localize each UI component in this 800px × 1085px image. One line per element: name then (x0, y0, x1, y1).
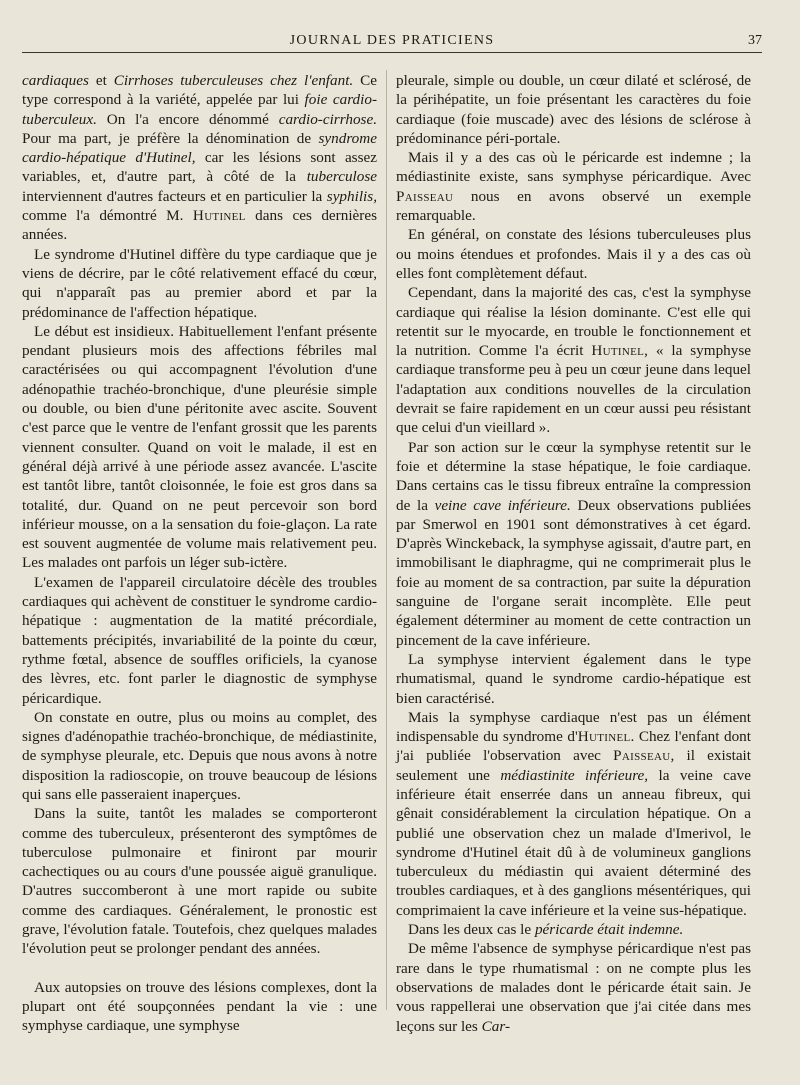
paragraph (396, 939, 751, 1035)
author-name: Paisseau (396, 187, 454, 205)
paragraph (396, 438, 751, 650)
text: Deux observations publiées par Smerwol en 1901 sont démonstratives à cet égard. D'après Winckeback, la symphyse agissait, d'autre part, en immobilisant le diaphragme, qui ne comprimerait plus le foie au moment de sa contraction, par suite la dépuration sanguine de l'organe serait incomplète. Elle peut également déterminer au moment de cette contraction un pincement de la cave inférieure. (396, 496, 752, 649)
text: Mais il y a des cas où le péricarde est indemne ; la médiastinite existe, sans symphyse péricardique. Avec (396, 149, 751, 186)
paragraph (396, 708, 751, 920)
italic-text: Cirrhoses tuberculeuses chez l'enfant. (113, 72, 354, 89)
text: De même l'absence de symphyse péricardique n'est pas rare dans le type rhumatismal : on ne compte plus les observations de malades dont le péricarde était sain. Je vous rappellerai une observation que j'ai citée dans mes leçons sur les (396, 940, 751, 1035)
text: Dans les deux cas le (408, 921, 535, 939)
paragraph: Aux autopsies on trouve des lésions complexes, dont la plupart ont été soupçonnées pendant la vie : une symphyse cardiaque, une symphyse (22, 978, 377, 1035)
text: , il existait seulement une (396, 747, 752, 784)
text: Pour ma part, je préfère la dénomination de (22, 129, 319, 147)
text: comme l'a démontré M. (22, 207, 193, 225)
italic-text: Car- (481, 1017, 511, 1035)
author-name: Hutinel (591, 342, 645, 360)
paragraph (22, 71, 377, 245)
italic-text: foie cardio-tuberculeux. (22, 91, 378, 128)
paragraph: La symphyse intervient également dans le type rhumatismal, quand le syndrome cardio-hépatique est bien caractérisé. (396, 650, 751, 707)
text: et (88, 72, 114, 89)
text: Cependant, dans la majorité des cas, c'est la symphyse cardiaque qui réalise la lésion dominante. C'est elle qui retentit sur le myocarde, en trouble le fonctionnement et la nutrition. Comme l'a écrit (396, 284, 751, 360)
paragraph: Dans la suite, tantôt les malades se comporteront comme des tuberculeux, présenteront des symptômes de tuberculose pulmonaire et finiront par mourir cachectiques ou au cours d'une poussée aiguë granulique. D'autres succomberont à une mort rapide ou subite comme des cardiaques. Généralement, le pronostic est grave, l'évolution fatale. Toutefois, chez quelques malades l'évolution peut se prolonger pendant des années. (22, 805, 377, 958)
text: Par son action sur le cœur la symphyse retentit sur le foie et détermine la stase hépatique, le foie cardiaque. Dans certains cas le tissu fibreux entraîne la compression de la (396, 438, 751, 514)
paragraph (396, 920, 751, 939)
paragraph: pleurale, simple ou double, un cœur dilaté et sclérosé, de la périhépatite, un foie présentant les caractères du foie cardiaque (foie muscade) avec des lésions de sclérose à prédominance péri-portale. (396, 72, 751, 147)
text: la veine cave inférieure était enserrée dans un anneau fibreux, qui gênait considérablement la circulation hépatique. On a publié une observation chez un malade d'Imerivol, le syndrome d'Hutinel était dû à de volumineux ganglions tuberculeux du médiastin qui avaient déterminé des troubles cardiaques, et à des ganglions mésentériques, qui comprimaient la cave inférieure et la veine sus-hépatique. (396, 766, 751, 919)
italic-text: médiastinite inférieure, (500, 766, 649, 784)
text: interviennent d'autres facteurs et en particulier la (22, 187, 327, 205)
italic-text: cardio-cirrhose. (278, 110, 377, 128)
paragraph: L'examen de l'appareil circulatoire décèle des troubles cardiaques qui achèvent de constituer le syndrome cardio-hépatique : augmentation de la matité précordiale, battements précipités, invariabilité de la pointe du cœur, rythme fœtal, absence de souffles orificiels, la cyanose des lèvres, etc. font parler le diagnostic de symphyse péricardique. (22, 573, 377, 707)
author-name: Paisseau (613, 747, 671, 765)
text: On l'a encore dénommé (96, 110, 279, 128)
italic-text: syndrome cardio-hépatique d'Hutinel, (22, 129, 377, 167)
text: Mais la symphyse cardiaque n'est pas un élément indispensable du syndrome d' (396, 708, 751, 746)
text: nous en avons observé un exemple remarquable. (396, 187, 751, 225)
left-column (22, 71, 377, 1036)
italic-text: veine cave inférieure. (434, 496, 571, 514)
paragraph: On constate en outre, plus ou moins au complet, des signes d'adénopathie trachéo-bronchique, de médiastinite, de symphyse pleurale, etc. Depuis que nous avons à notre disposition la radioscopie, on trouve beaucoup de lésions qui sans elle passeraient inaperçues. (22, 708, 377, 803)
paragraph: En général, on constate des lésions tuberculeuses plus ou moins étendues et profondes. Mais il y a des cas où elles font complètement défaut. (396, 226, 751, 282)
paragraph (396, 283, 751, 437)
column-divider (386, 70, 387, 1010)
text: car les lésions sont assez variables, et, d'autre part, à côté de la (22, 149, 377, 186)
italic-text: syphilis, (326, 187, 377, 205)
paragraph: Le début est insidieux. Habituellement l'enfant présente pendant plusieurs mois des affections fébriles mal caractérisées ou qui accompagnent l'évolution d'une adénopathie trachéo-bronchique, d'une pleurésie simple ou double, ou bien d'une péritonite avec ascite. Souvent c'est parce que le ventre de l'enfant grossit que les parents viennent consulter. Quand on voit le malade, il est en général déjà arrivé à une période assez avancée. L'ascite est tantôt libre, tantôt cloisonnée, le foie est gros dans sa totalité, dur. Quand on ne peut percevoir son bord inférieur mousse, on a la sensation du foie-glaçon. La rate est souvent augmentée de volume mais relativement peu. Les malades ont parfois un léger sub-ictère. (22, 322, 377, 572)
author-name: Hutinel (577, 728, 631, 746)
text: . Chez l'enfant dont j'ai publiée l'observation avec (396, 728, 751, 765)
text: dans ces dernières années. (22, 207, 377, 244)
page-number: 37 (748, 33, 762, 48)
right-column (396, 71, 751, 1036)
italic-text: cardiaques (22, 72, 89, 89)
text: Ce type correspond à la variété, appelée par lui (22, 72, 377, 109)
paragraph (396, 148, 751, 225)
paragraph: Le syndrome d'Hutinel diffère du type cardiaque que je viens de décrire, par le côté relativement effacé du cœur, qui n'apparaît pas au premier abord et par la prédominance de l'affection hépatique. (22, 245, 377, 321)
author-name: Hutinel (192, 207, 246, 225)
journal-title: JOURNAL DES PRATICIENS (289, 33, 495, 48)
running-header (22, 30, 762, 53)
italic-text: tuberculose (306, 168, 377, 186)
text: , « la symphyse cardiaque transforme peu à peu un cœur jeune dans lequel l'adaptation aux conditions nouvelles de la circulation devrait se faire rapidement en un cœur aussi peu résistant que celui d'un vieillard ». (396, 342, 751, 437)
italic-text: péricarde était indemne. (534, 921, 684, 939)
